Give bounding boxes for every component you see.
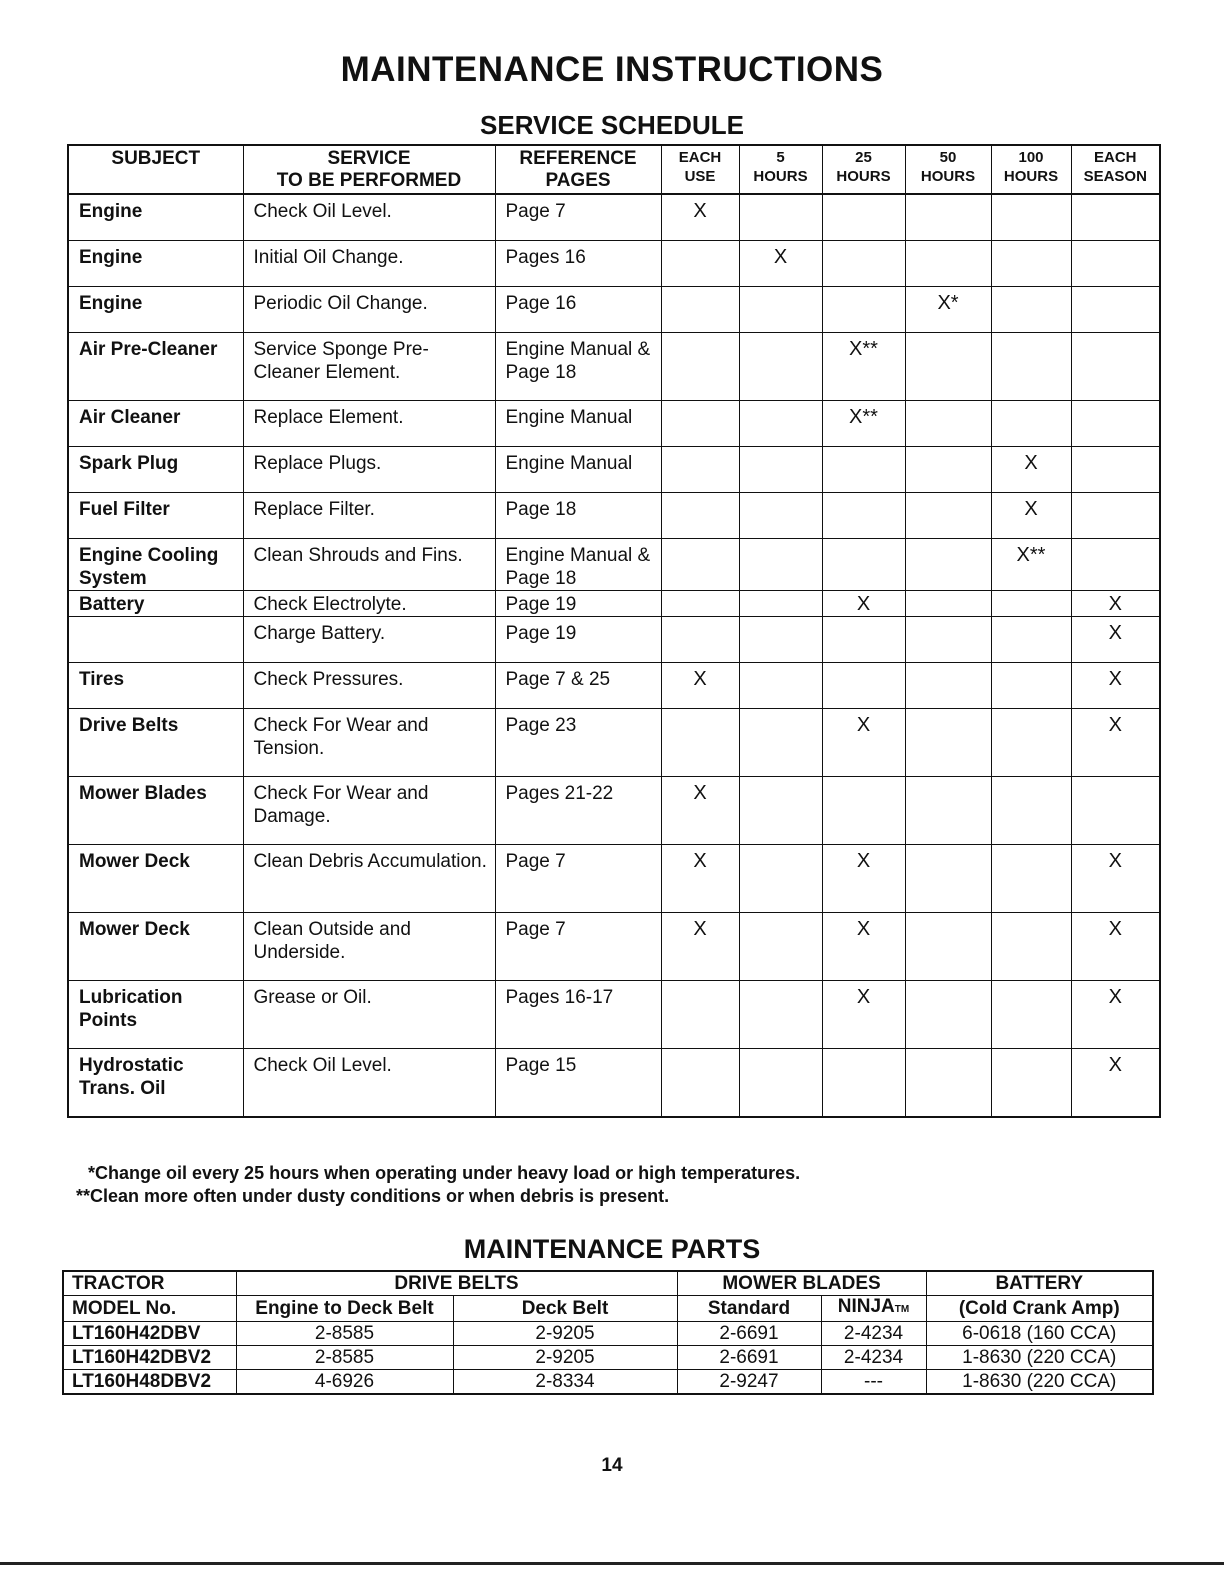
schedule-25-hours-cell bbox=[822, 194, 905, 241]
schedule-25-hours-cell bbox=[822, 447, 905, 493]
schedule-row bbox=[68, 913, 1160, 981]
schedule-100-hours-cell: X** bbox=[991, 539, 1071, 591]
parts-battery-cell: 1-8630 (220 CCA) bbox=[926, 1346, 1153, 1370]
schedule-row bbox=[68, 194, 1160, 241]
schedule-subject-cell: Engine Cooling System bbox=[68, 539, 243, 591]
schedule-subject-cell: Spark Plug bbox=[68, 447, 243, 493]
schedule-subject-cell: Engine bbox=[68, 287, 243, 333]
schedule-each-season-cell bbox=[1071, 333, 1160, 401]
header-each-season: EACH SEASON bbox=[1071, 145, 1160, 194]
schedule-each-season-cell: X bbox=[1071, 591, 1160, 617]
schedule-each-use-cell bbox=[661, 617, 739, 663]
schedule-service-cell: Initial Oil Change. bbox=[243, 241, 495, 287]
parts-model-cell: LT160H42DBV bbox=[63, 1322, 236, 1346]
schedule-50-hours-cell: X* bbox=[905, 287, 991, 333]
schedule-reference-cell: Page 7 bbox=[495, 845, 661, 913]
schedule-each-season-cell bbox=[1071, 539, 1160, 591]
schedule-row bbox=[68, 493, 1160, 539]
schedule-50-hours-cell bbox=[905, 1049, 991, 1118]
schedule-reference-cell: Page 7 bbox=[495, 194, 661, 241]
schedule-25-hours-cell: X bbox=[822, 709, 905, 777]
schedule-each-season-cell: X bbox=[1071, 1049, 1160, 1118]
schedule-each-use-cell: X bbox=[661, 845, 739, 913]
schedule-row bbox=[68, 709, 1160, 777]
schedule-each-season-cell: X bbox=[1071, 709, 1160, 777]
schedule-100-hours-cell: X bbox=[991, 447, 1071, 493]
header-deck-belt: Deck Belt bbox=[453, 1296, 677, 1322]
schedule-subject-cell: Tires bbox=[68, 663, 243, 709]
schedule-25-hours-cell bbox=[822, 287, 905, 333]
schedule-service-cell: Replace Filter. bbox=[243, 493, 495, 539]
schedule-25-hours-cell bbox=[822, 777, 905, 845]
schedule-row bbox=[68, 447, 1160, 493]
schedule-50-hours-cell bbox=[905, 777, 991, 845]
schedule-service-cell: Check Oil Level. bbox=[243, 194, 495, 241]
schedule-25-hours-cell bbox=[822, 617, 905, 663]
schedule-each-season-cell bbox=[1071, 194, 1160, 241]
schedule-100-hours-cell bbox=[991, 194, 1071, 241]
schedule-reference-cell: Engine Manual bbox=[495, 447, 661, 493]
schedule-reference-cell: Page 16 bbox=[495, 287, 661, 333]
schedule-each-use-cell bbox=[661, 539, 739, 591]
schedule-row bbox=[68, 1049, 1160, 1118]
schedule-100-hours-cell bbox=[991, 591, 1071, 617]
parts-deck-belt-cell: 2-9205 bbox=[453, 1346, 677, 1370]
footnotes bbox=[76, 1162, 800, 1208]
schedule-each-season-cell: X bbox=[1071, 981, 1160, 1049]
schedule-100-hours-cell: X bbox=[991, 493, 1071, 539]
schedule-5-hours-cell bbox=[739, 194, 822, 241]
schedule-5-hours-cell bbox=[739, 539, 822, 591]
schedule-each-use-cell bbox=[661, 709, 739, 777]
schedule-50-hours-cell bbox=[905, 591, 991, 617]
parts-row bbox=[63, 1370, 1153, 1395]
schedule-100-hours-cell bbox=[991, 777, 1071, 845]
schedule-service-cell: Check For Wear and Damage. bbox=[243, 777, 495, 845]
schedule-5-hours-cell bbox=[739, 287, 822, 333]
schedule-reference-cell: Engine Manual & Page 18 bbox=[495, 539, 661, 591]
schedule-service-cell: Check Oil Level. bbox=[243, 1049, 495, 1118]
parts-deck-belt-cell: 2-8334 bbox=[453, 1370, 677, 1395]
header-engine-to-deck-belt: Engine to Deck Belt bbox=[236, 1296, 453, 1322]
schedule-each-use-cell: X bbox=[661, 663, 739, 709]
schedule-subject-cell: Engine bbox=[68, 194, 243, 241]
schedule-each-season-cell: X bbox=[1071, 845, 1160, 913]
schedule-subject-cell: Lubrication Points bbox=[68, 981, 243, 1049]
schedule-reference-cell: Page 19 bbox=[495, 591, 661, 617]
schedule-subject-cell: Air Cleaner bbox=[68, 401, 243, 447]
schedule-each-season-cell bbox=[1071, 493, 1160, 539]
header-service: SERVICE TO BE PERFORMED bbox=[243, 145, 495, 194]
schedule-reference-cell: Engine Manual bbox=[495, 401, 661, 447]
parts-header-row-2 bbox=[63, 1296, 1153, 1322]
schedule-25-hours-cell: X** bbox=[822, 333, 905, 401]
schedule-100-hours-cell bbox=[991, 913, 1071, 981]
header-model-no: MODEL No. bbox=[63, 1296, 236, 1322]
parts-battery-cell: 1-8630 (220 CCA) bbox=[926, 1370, 1153, 1395]
parts-row bbox=[63, 1346, 1153, 1370]
schedule-reference-cell: Page 18 bbox=[495, 493, 661, 539]
parts-model-cell: LT160H42DBV2 bbox=[63, 1346, 236, 1370]
schedule-5-hours-cell bbox=[739, 617, 822, 663]
header-drive-belts: DRIVE BELTS bbox=[236, 1271, 677, 1296]
footnote-dust: **Clean more often under dusty conditions or when debris is present. bbox=[76, 1186, 670, 1206]
schedule-5-hours-cell bbox=[739, 845, 822, 913]
schedule-each-use-cell: X bbox=[661, 194, 739, 241]
parts-ninja-blade-cell: 2-4234 bbox=[821, 1322, 926, 1346]
schedule-row bbox=[68, 617, 1160, 663]
parts-battery-cell: 6-0618 (160 CCA) bbox=[926, 1322, 1153, 1346]
schedule-50-hours-cell bbox=[905, 241, 991, 287]
header-25-hours: 25 HOURS bbox=[822, 145, 905, 194]
schedule-row bbox=[68, 539, 1160, 591]
schedule-reference-cell: Page 7 bbox=[495, 913, 661, 981]
schedule-reference-cell: Engine Manual & Page 18 bbox=[495, 333, 661, 401]
schedule-reference-cell: Pages 16 bbox=[495, 241, 661, 287]
parts-engine-to-deck-cell: 2-8585 bbox=[236, 1346, 453, 1370]
schedule-25-hours-cell: X** bbox=[822, 401, 905, 447]
header-cold-crank-amp: (Cold Crank Amp) bbox=[926, 1296, 1153, 1322]
schedule-subject-cell: Fuel Filter bbox=[68, 493, 243, 539]
schedule-row bbox=[68, 333, 1160, 401]
schedule-50-hours-cell bbox=[905, 981, 991, 1049]
schedule-each-season-cell bbox=[1071, 241, 1160, 287]
parts-engine-to-deck-cell: 4-6926 bbox=[236, 1370, 453, 1395]
schedule-100-hours-cell bbox=[991, 663, 1071, 709]
schedule-each-use-cell bbox=[661, 981, 739, 1049]
schedule-50-hours-cell bbox=[905, 913, 991, 981]
schedule-50-hours-cell bbox=[905, 663, 991, 709]
schedule-5-hours-cell bbox=[739, 333, 822, 401]
schedule-5-hours-cell bbox=[739, 447, 822, 493]
header-reference: REFERENCE PAGES bbox=[495, 145, 661, 194]
schedule-each-season-cell: X bbox=[1071, 617, 1160, 663]
schedule-service-cell: Periodic Oil Change. bbox=[243, 287, 495, 333]
schedule-50-hours-cell bbox=[905, 617, 991, 663]
header-100-hours: 100 HOURS bbox=[991, 145, 1071, 194]
header-each-use: EACH USE bbox=[661, 145, 739, 194]
schedule-100-hours-cell bbox=[991, 981, 1071, 1049]
schedule-subject-cell: Mower Blades bbox=[68, 777, 243, 845]
schedule-row bbox=[68, 241, 1160, 287]
schedule-each-season-cell bbox=[1071, 401, 1160, 447]
schedule-service-cell: Service Sponge Pre-Cleaner Element. bbox=[243, 333, 495, 401]
schedule-each-use-cell bbox=[661, 1049, 739, 1118]
schedule-reference-cell: Page 23 bbox=[495, 709, 661, 777]
schedule-service-cell: Clean Debris Accumulation. bbox=[243, 845, 495, 913]
schedule-row bbox=[68, 663, 1160, 709]
schedule-25-hours-cell: X bbox=[822, 981, 905, 1049]
header-ninja: NINJATM bbox=[821, 1296, 926, 1322]
schedule-row bbox=[68, 981, 1160, 1049]
schedule-5-hours-cell bbox=[739, 1049, 822, 1118]
schedule-subject-cell: Engine bbox=[68, 241, 243, 287]
schedule-service-cell: Charge Battery. bbox=[243, 617, 495, 663]
schedule-row bbox=[68, 591, 1160, 617]
header-standard: Standard bbox=[677, 1296, 821, 1322]
schedule-subject-cell bbox=[68, 617, 243, 663]
parts-row bbox=[63, 1322, 1153, 1346]
schedule-row bbox=[68, 401, 1160, 447]
schedule-25-hours-cell: X bbox=[822, 845, 905, 913]
schedule-service-cell: Grease or Oil. bbox=[243, 981, 495, 1049]
schedule-row bbox=[68, 777, 1160, 845]
parts-ninja-blade-cell: --- bbox=[821, 1370, 926, 1395]
schedule-reference-cell: Page 7 & 25 bbox=[495, 663, 661, 709]
schedule-service-cell: Check For Wear and Tension. bbox=[243, 709, 495, 777]
schedule-each-use-cell bbox=[661, 591, 739, 617]
parts-standard-blade-cell: 2-6691 bbox=[677, 1322, 821, 1346]
schedule-reference-cell: Pages 16-17 bbox=[495, 981, 661, 1049]
header-battery: BATTERY bbox=[926, 1271, 1153, 1296]
schedule-25-hours-cell: X bbox=[822, 591, 905, 617]
schedule-subject-cell: Mower Deck bbox=[68, 913, 243, 981]
schedule-25-hours-cell bbox=[822, 663, 905, 709]
schedule-5-hours-cell: X bbox=[739, 241, 822, 287]
schedule-50-hours-cell bbox=[905, 333, 991, 401]
page-title: MAINTENANCE INSTRUCTIONS bbox=[340, 50, 884, 89]
schedule-reference-cell: Page 15 bbox=[495, 1049, 661, 1118]
schedule-100-hours-cell bbox=[991, 287, 1071, 333]
schedule-subject-cell: Mower Deck bbox=[68, 845, 243, 913]
schedule-100-hours-cell bbox=[991, 617, 1071, 663]
service-schedule-table bbox=[67, 144, 1161, 1118]
schedule-service-cell: Check Pressures. bbox=[243, 663, 495, 709]
schedule-50-hours-cell bbox=[905, 194, 991, 241]
schedule-5-hours-cell bbox=[739, 493, 822, 539]
schedule-each-season-cell bbox=[1071, 777, 1160, 845]
schedule-5-hours-cell bbox=[739, 401, 822, 447]
schedule-each-use-cell: X bbox=[661, 777, 739, 845]
schedule-100-hours-cell bbox=[991, 401, 1071, 447]
schedule-subject-cell: Drive Belts bbox=[68, 709, 243, 777]
schedule-100-hours-cell bbox=[991, 1049, 1071, 1118]
section-title-service-schedule: SERVICE SCHEDULE bbox=[480, 110, 744, 140]
schedule-subject-cell: Air Pre-Cleaner bbox=[68, 333, 243, 401]
schedule-50-hours-cell bbox=[905, 447, 991, 493]
schedule-subject-cell: Hydrostatic Trans. Oil bbox=[68, 1049, 243, 1118]
schedule-subject-cell: Battery bbox=[68, 591, 243, 617]
parts-header-row-1 bbox=[63, 1271, 1153, 1296]
schedule-25-hours-cell bbox=[822, 493, 905, 539]
schedule-25-hours-cell bbox=[822, 241, 905, 287]
schedule-each-use-cell bbox=[661, 241, 739, 287]
parts-ninja-blade-cell: 2-4234 bbox=[821, 1346, 926, 1370]
schedule-each-use-cell bbox=[661, 401, 739, 447]
schedule-5-hours-cell bbox=[739, 663, 822, 709]
schedule-5-hours-cell bbox=[739, 591, 822, 617]
parts-deck-belt-cell: 2-9205 bbox=[453, 1322, 677, 1346]
schedule-50-hours-cell bbox=[905, 539, 991, 591]
header-tractor: TRACTOR bbox=[63, 1271, 236, 1296]
header-mower-blades: MOWER BLADES bbox=[677, 1271, 926, 1296]
footnote-oil: *Change oil every 25 hours when operating under heavy load or high temperatures. bbox=[88, 1163, 801, 1183]
schedule-service-cell: Check Electrolyte. bbox=[243, 591, 495, 617]
schedule-50-hours-cell bbox=[905, 493, 991, 539]
schedule-each-season-cell bbox=[1071, 447, 1160, 493]
schedule-service-cell: Replace Element. bbox=[243, 401, 495, 447]
parts-standard-blade-cell: 2-9247 bbox=[677, 1370, 821, 1395]
schedule-100-hours-cell bbox=[991, 709, 1071, 777]
schedule-row bbox=[68, 287, 1160, 333]
schedule-service-cell: Replace Plugs. bbox=[243, 447, 495, 493]
schedule-each-use-cell: X bbox=[661, 913, 739, 981]
parts-model-cell: LT160H48DBV2 bbox=[63, 1370, 236, 1395]
schedule-5-hours-cell bbox=[739, 777, 822, 845]
header-subject: SUBJECT bbox=[68, 145, 243, 194]
bottom-rule bbox=[0, 1562, 1224, 1565]
schedule-25-hours-cell bbox=[822, 1049, 905, 1118]
schedule-100-hours-cell bbox=[991, 333, 1071, 401]
maintenance-parts-table bbox=[62, 1270, 1154, 1395]
schedule-5-hours-cell bbox=[739, 709, 822, 777]
schedule-25-hours-cell bbox=[822, 539, 905, 591]
schedule-25-hours-cell: X bbox=[822, 913, 905, 981]
schedule-reference-cell: Page 19 bbox=[495, 617, 661, 663]
page-number: 14 bbox=[601, 1455, 623, 1476]
schedule-50-hours-cell bbox=[905, 709, 991, 777]
schedule-100-hours-cell bbox=[991, 845, 1071, 913]
parts-standard-blade-cell: 2-6691 bbox=[677, 1346, 821, 1370]
schedule-service-cell: Clean Outside and Underside. bbox=[243, 913, 495, 981]
schedule-100-hours-cell bbox=[991, 241, 1071, 287]
schedule-each-use-cell bbox=[661, 287, 739, 333]
parts-engine-to-deck-cell: 2-8585 bbox=[236, 1322, 453, 1346]
schedule-each-use-cell bbox=[661, 493, 739, 539]
schedule-each-season-cell: X bbox=[1071, 663, 1160, 709]
schedule-50-hours-cell bbox=[905, 401, 991, 447]
schedule-header-row bbox=[68, 145, 1160, 194]
schedule-5-hours-cell bbox=[739, 913, 822, 981]
schedule-row bbox=[68, 845, 1160, 913]
schedule-each-season-cell bbox=[1071, 287, 1160, 333]
header-50-hours: 50 HOURS bbox=[905, 145, 991, 194]
schedule-50-hours-cell bbox=[905, 845, 991, 913]
section-title-maintenance-parts: MAINTENANCE PARTS bbox=[463, 1234, 761, 1264]
schedule-each-use-cell bbox=[661, 333, 739, 401]
schedule-5-hours-cell bbox=[739, 981, 822, 1049]
header-5-hours: 5 HOURS bbox=[739, 145, 822, 194]
schedule-reference-cell: Pages 21-22 bbox=[495, 777, 661, 845]
schedule-each-use-cell bbox=[661, 447, 739, 493]
schedule-service-cell: Clean Shrouds and Fins. bbox=[243, 539, 495, 591]
schedule-each-season-cell: X bbox=[1071, 913, 1160, 981]
